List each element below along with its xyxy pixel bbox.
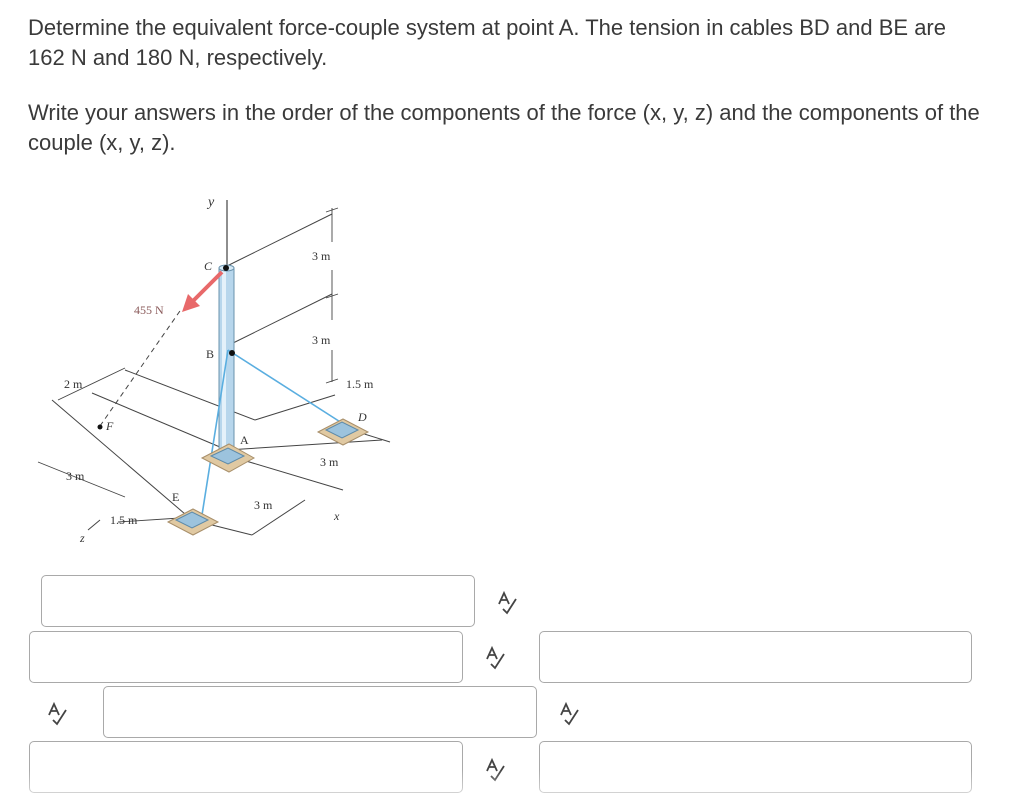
answer-force-x-input[interactable]	[41, 575, 475, 627]
dim-mid-label: 3 m	[312, 333, 331, 347]
ground-line-mid-right	[255, 395, 335, 420]
answer-couple-y-input[interactable]	[29, 741, 463, 793]
dim-offset-label: 1.5 m	[346, 377, 374, 391]
answer-force-y-input[interactable]	[29, 631, 463, 683]
z-axis-stub	[88, 520, 100, 530]
force-label: 455 N	[134, 303, 164, 317]
dim-ground-right-label: 3 m	[320, 455, 339, 469]
answer-force-z-input[interactable]	[539, 631, 972, 683]
point-d-label: D	[358, 410, 367, 424]
point-c-label: C	[204, 259, 213, 273]
answer-couple-x-input[interactable]	[103, 686, 537, 738]
spell-check-icon[interactable]	[482, 756, 508, 782]
point-f-label: F	[106, 419, 114, 433]
ground-line-left	[52, 400, 192, 520]
spell-check-icon[interactable]	[44, 700, 70, 726]
base-plate-e	[168, 509, 218, 535]
y-axis-label: y	[208, 195, 215, 210]
z-axis-label: z	[80, 531, 85, 545]
force-arrow-shaft	[192, 272, 222, 302]
spell-check-icon[interactable]	[556, 700, 582, 726]
spell-check-icon[interactable]	[494, 589, 520, 615]
dim-bottom-left-label: 1.5 m	[110, 513, 138, 527]
question-instruction: Write your answers in the order of the components of the force (x, y, z) and the components of the couple (x, y, z).	[28, 100, 980, 155]
force-line-of-action	[100, 308, 182, 426]
ground-line-x	[227, 440, 382, 450]
point-e-label: E	[172, 490, 180, 504]
point-b-label: B	[206, 347, 215, 361]
ground-line-mid	[125, 370, 255, 420]
spell-check-icon[interactable]	[482, 644, 508, 670]
pole-cable-diagram	[30, 190, 430, 550]
dim-left-top-label: 2 m	[64, 377, 83, 391]
cable-bd	[228, 350, 345, 425]
point-a-label: A	[240, 433, 249, 447]
dim-left-label: 3 m	[66, 469, 85, 483]
dim-top-label: 3 m	[312, 249, 331, 263]
answer-couple-z-input[interactable]	[539, 741, 972, 793]
x-axis-label: x	[334, 509, 340, 523]
question-prompt: Determine the equivalent force-couple system at point A. The tension in cables BD and BE are 162 N and 180 N, respectively.	[28, 15, 946, 70]
dim-ground-front-label: 3 m	[254, 498, 273, 512]
